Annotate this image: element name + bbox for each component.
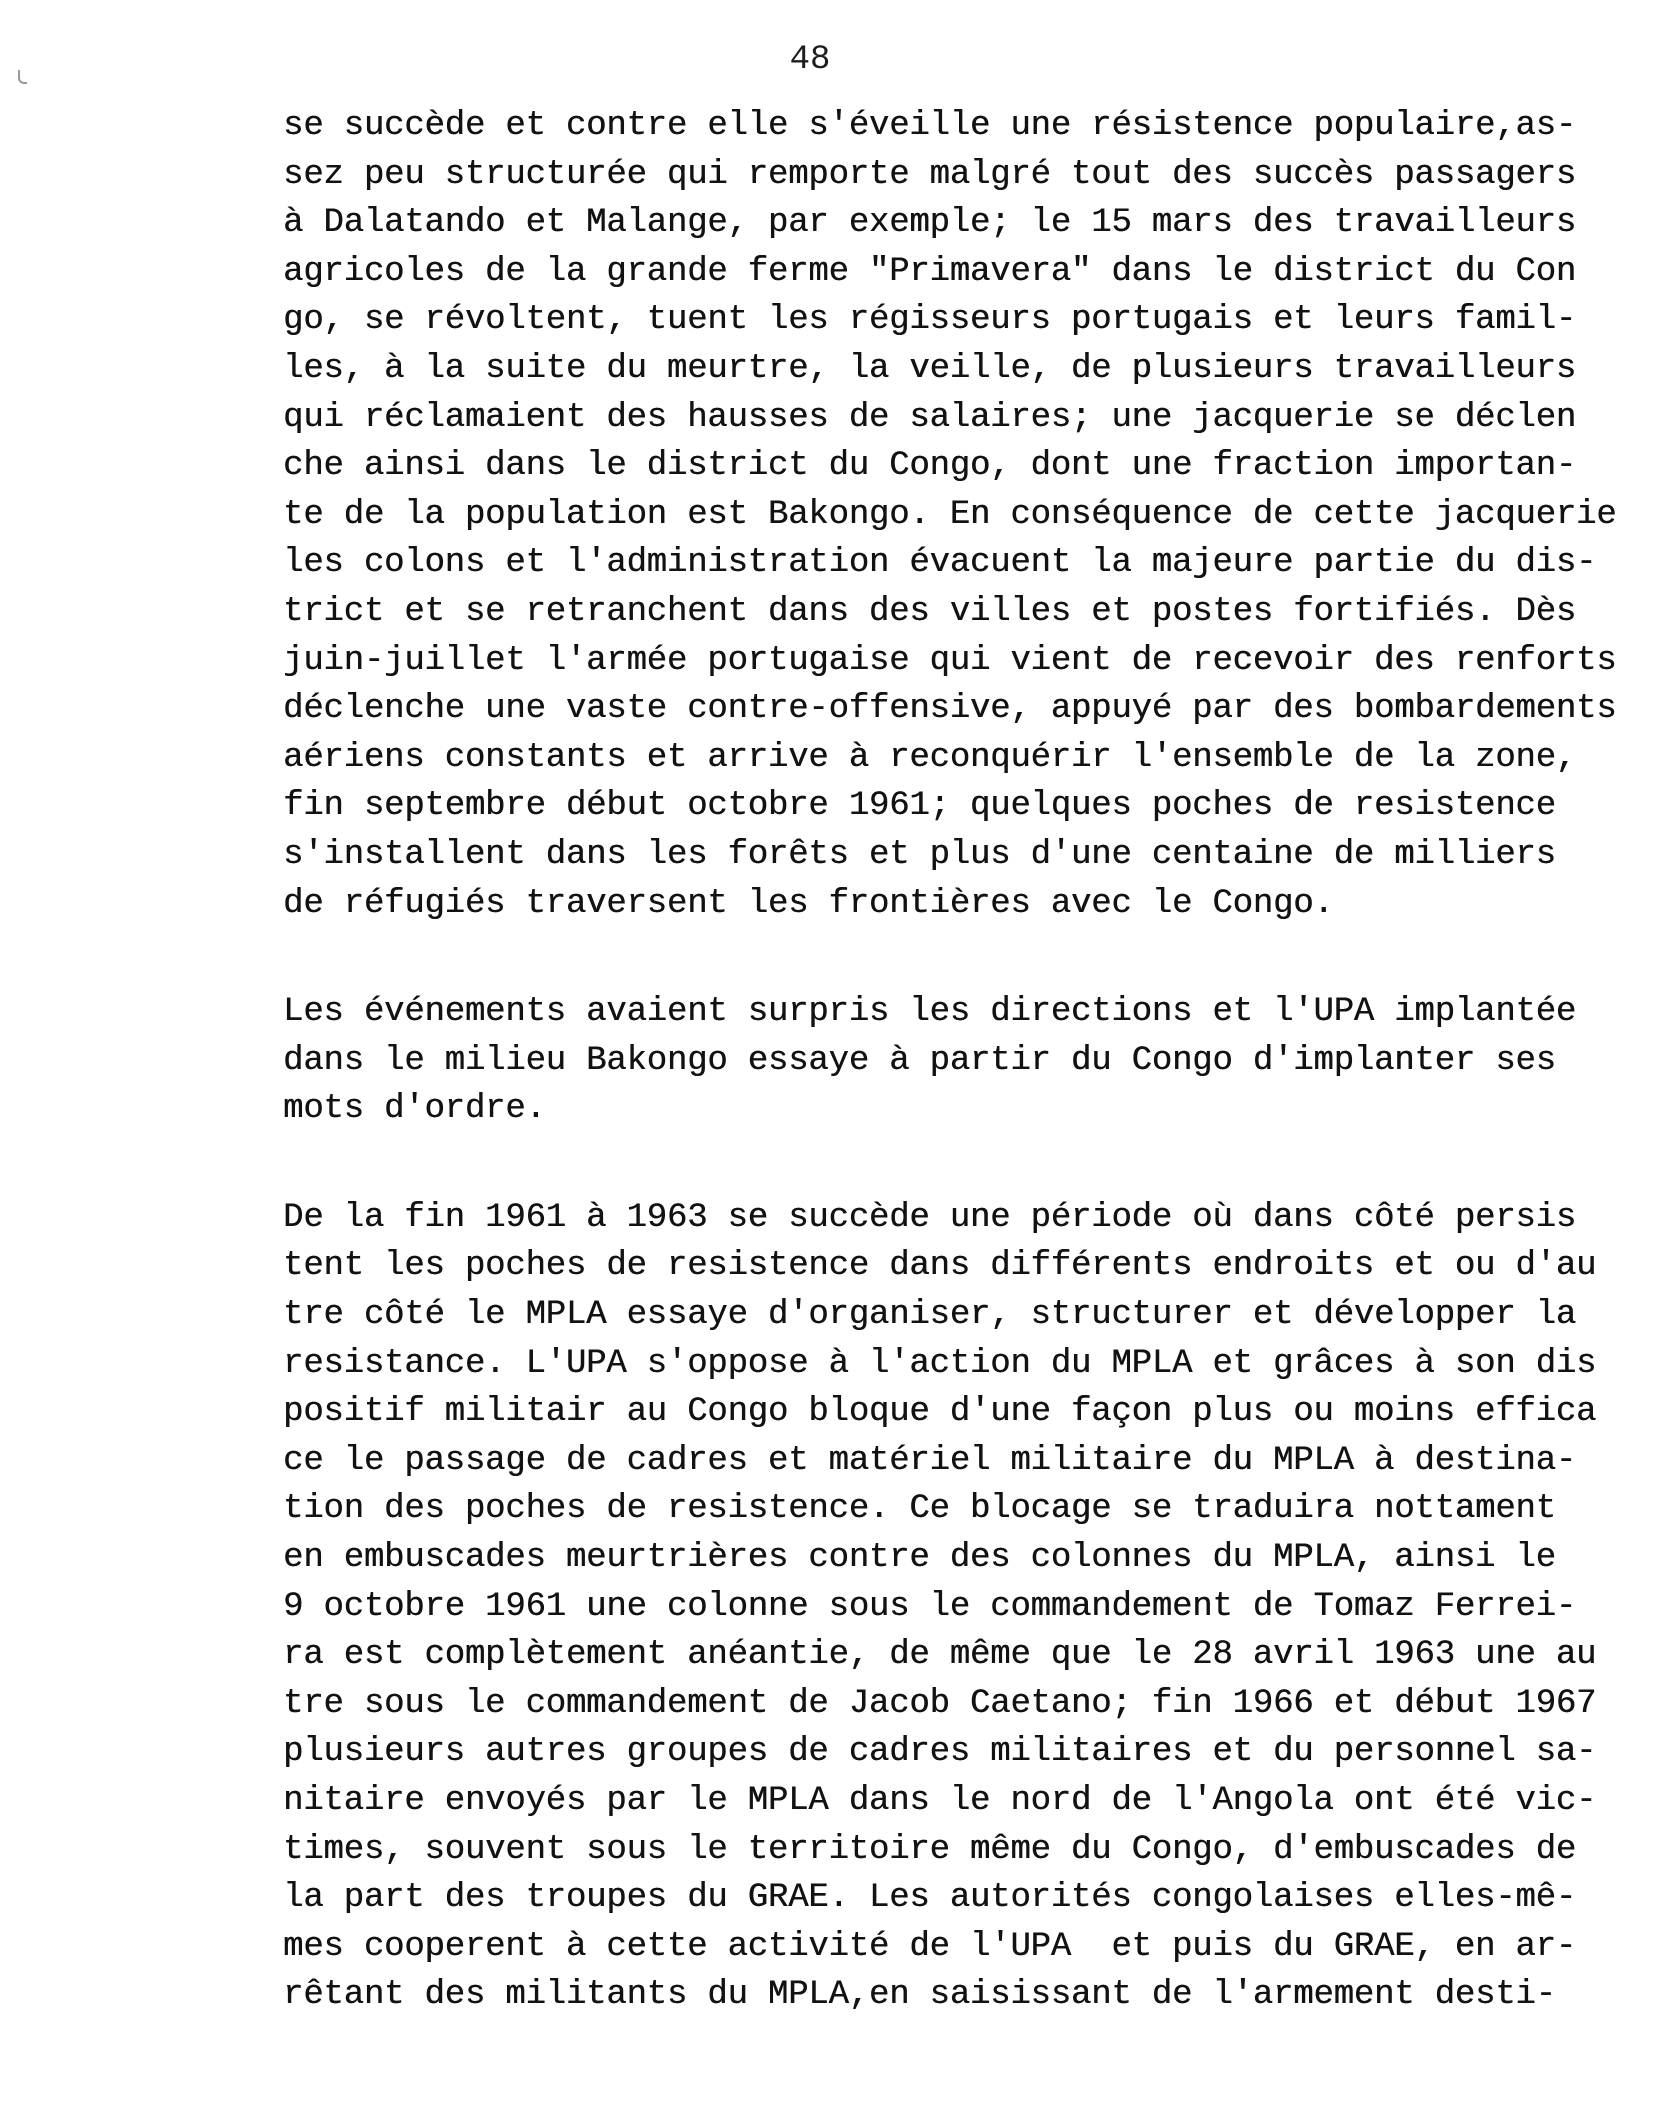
page-number: 48 <box>789 41 831 79</box>
text-line: s'installent dans les forêts et plus d'une centaine de milliers <box>283 835 1556 874</box>
text-line: se succède et contre elle s'éveille une résistence populaire,as- <box>283 107 1577 145</box>
text-line: les, à la suite du meurtre, la veille, de plusieurs travailleurs <box>283 349 1577 388</box>
text-line: à Dalatando et Malange, par exemple; le 15 mars des travailleurs <box>283 204 1577 243</box>
text-line: resistance. L'UPA s'oppose à l'action du MPLA et grâces à son dis <box>283 1344 1597 1383</box>
margin-mark <box>18 70 27 84</box>
text-line: ce le passage de cadres et matériel militaire du MPLA à destina- <box>283 1441 1577 1480</box>
text-line: mes cooperent à cette activité de l'UPA et puis du GRAE, en ar- <box>283 1927 1577 1966</box>
text-line: les colons et l'administration évacuent la majeure partie du dis- <box>283 544 1597 583</box>
text-line: dans le milieu Bakongo essaye à partir du Congo d'implanter ses <box>283 1041 1556 1080</box>
text-line: ra est complètement anéantie, de même que le 28 avril 1963 une au <box>283 1636 1597 1675</box>
paragraph-2 <box>283 988 1623 1134</box>
paragraph-1 <box>283 102 1623 928</box>
text-line: déclenche une vaste contre-offensive, appuyé par des bombardements <box>283 690 1617 729</box>
text-line: trict et se retranchent dans des villes et postes fortifiés. Dès <box>283 592 1577 631</box>
text-line: qui réclamaient des hausses de salaires; une jacquerie se déclen <box>283 398 1577 437</box>
text-line: 9 octobre 1961 une colonne sous le commandement de Tomaz Ferrei- <box>283 1587 1577 1626</box>
text-line: tre côté le MPLA essaye d'organiser, structurer et développer la <box>283 1296 1577 1335</box>
document-body <box>283 102 1623 2080</box>
paragraph-3 <box>283 1194 1623 2020</box>
text-line: te de la population est Bakongo. En conséquence de cette jacquerie <box>283 495 1617 534</box>
text-line: Les événements avaient surpris les directions et l'UPA implantée <box>283 993 1577 1032</box>
text-line: che ainsi dans le district du Congo, dont une fraction importan- <box>283 447 1577 486</box>
text-line: tion des poches de resistence. Ce blocage se traduira nottament <box>283 1490 1556 1529</box>
text-line: De la fin 1961 à 1963 se succède une période où dans côté persis <box>283 1198 1577 1237</box>
text-line: tent les poches de resistence dans différents endroits et ou d'au <box>283 1247 1597 1286</box>
text-line: de réfugiés traversent les frontières avec le Congo. <box>283 884 1334 923</box>
text-line: mots d'ordre. <box>283 1090 546 1129</box>
text-line: nitaire envoyés par le MPLA dans le nord de l'Angola ont été vic- <box>283 1782 1597 1820</box>
text-line: go, se révoltent, tuent les régisseurs portugais et leurs famil- <box>283 301 1577 340</box>
text-line: plusieurs autres groupes de cadres militaires et du personnel sa- <box>283 1733 1597 1772</box>
text-line: tre sous le commandement de Jacob Caetano; fin 1966 et début 1967 <box>283 1684 1597 1723</box>
text-line: sez peu structurée qui remporte malgré tout des succès passagers <box>283 155 1577 194</box>
text-line: agricoles de la grande ferme "Primavera" dans le district du Con <box>283 252 1577 291</box>
text-line: juin-juillet l'armée portugaise qui vient de recevoir des renforts <box>283 641 1617 680</box>
text-line: times, souvent sous le territoire même du Congo, d'embuscades de <box>283 1830 1577 1869</box>
text-line: aériens constants et arrive à reconquérir l'ensemble de la zone, <box>283 738 1577 777</box>
text-line: fin septembre début octobre 1961; quelques poches de resistence <box>283 787 1556 826</box>
text-line: en embuscades meurtrières contre des colonnes du MPLA, ainsi le <box>283 1539 1556 1578</box>
text-line: la part des troupes du GRAE. Les autorités congolaises elles-mê- <box>283 1879 1577 1918</box>
text-line: positif militair au Congo bloque d'une façon plus ou moins effica <box>283 1393 1597 1432</box>
text-line: rêtant des militants du MPLA,en saisissant de l'armement desti- <box>283 1976 1556 2015</box>
